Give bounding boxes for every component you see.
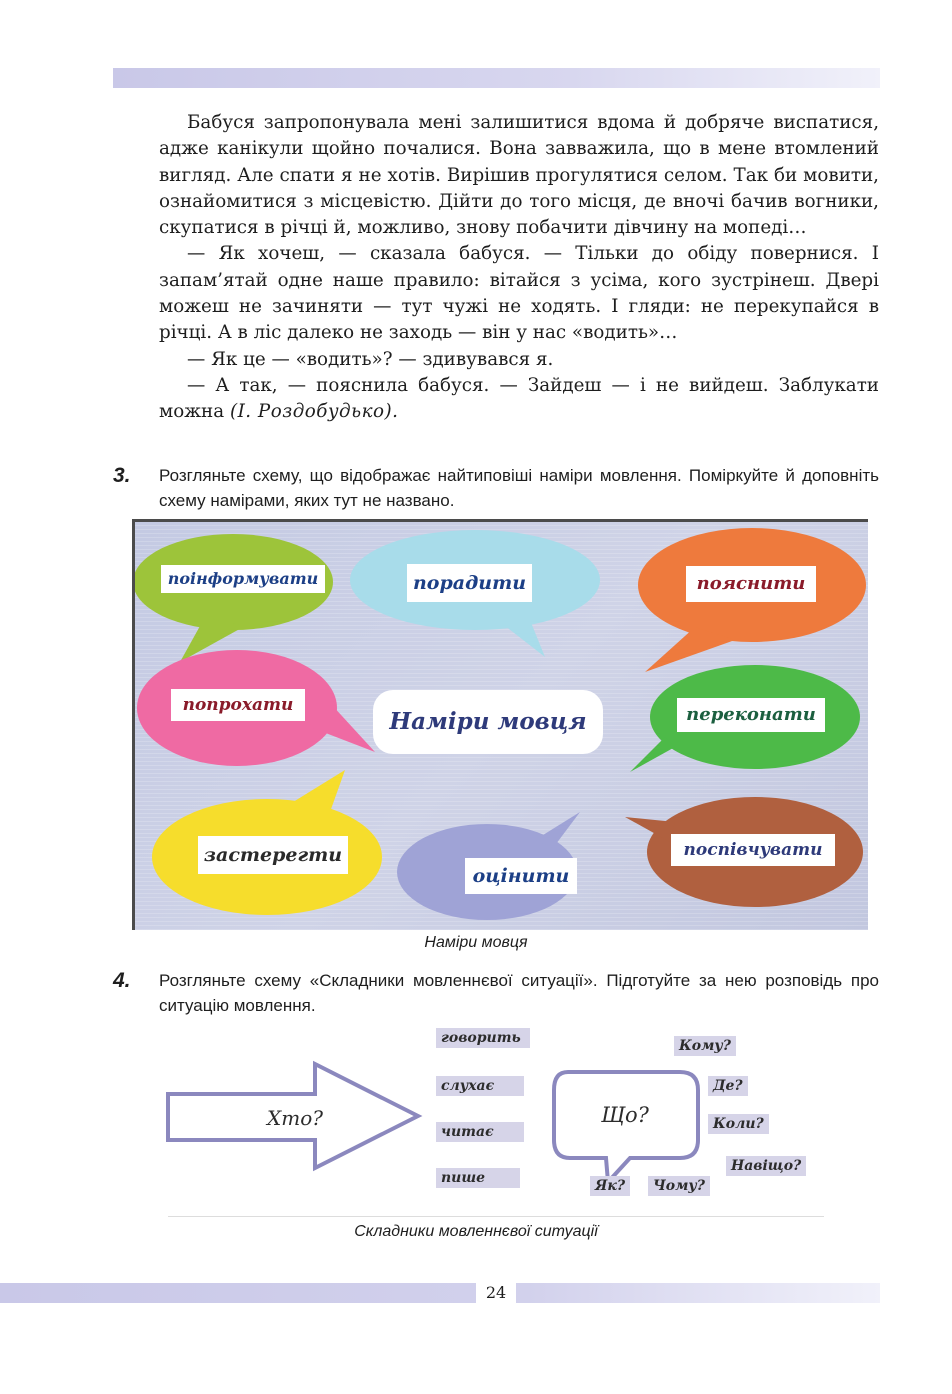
diagram2-caption: Складники мовленнєвої ситуації (354, 1223, 598, 1240)
what-label: Що? (601, 1103, 649, 1127)
center-title: Наміри мовця (389, 708, 587, 735)
task-text: Розгляньте схему, що відображає найтиповіші наміри мовлення. Поміркуйте й доповніть схему намірами, яких тут не названо. (159, 466, 879, 510)
story-paragraph: — Як це — «водить»? — здивувався я. (187, 348, 554, 370)
question-what-for: Навіщо? (726, 1156, 806, 1176)
story-paragraph: — Як хочеш, — сказала бабуся. — Тільки до обіду повернися. І запам’ятай одне наше правило: вітайся з усіма, кого зустрінеш. Двері можеш не зачиняти — тут чужі не ходять. І гляди: не перекупайся в річці. А в ліс далеко не заходь — він у нас «водить»… (159, 243, 879, 344)
speech-situation-diagram (160, 1020, 820, 1210)
story-last-line: — А так, — пояснила бабуся. — Зайдеш — і не вийдеш. Заблукати можна (159, 374, 879, 423)
diagram1-caption: Наміри мовця (424, 934, 528, 951)
task-3 (113, 463, 879, 513)
question-to-whom: Кому? (674, 1036, 736, 1056)
story-author: (І. Роздобудько). (229, 401, 399, 423)
task-4 (113, 968, 879, 1018)
who-label: Хто? (267, 1106, 323, 1130)
page-number: 24 (476, 1281, 516, 1305)
separator-line (168, 1216, 824, 1217)
bubble-label-advise: порадити (407, 564, 532, 602)
story-text (159, 110, 879, 426)
bubble-label-evaluate: оцінити (465, 858, 577, 894)
action-reads: читає (436, 1122, 524, 1142)
bubble-label-inform: поінформувати (161, 565, 325, 593)
bubble-label-explain: пояснити (686, 566, 816, 602)
question-when: Коли? (708, 1114, 769, 1134)
action-listens: слухає (436, 1076, 524, 1096)
question-where: Де? (708, 1076, 748, 1096)
bubble-label-request: попрохати (171, 689, 305, 721)
story-paragraph: Бабуся запропонувала мені залишитися вдома й добряче виспатися, адже канікули щойно почалися. Вона завважила, що в мене втомлений вигляд. Але спати я не хотів. Вирішив прогулятися селом. Так би мовити, ознайомитися з місцевістю. Дійти до того місця, де вночі бачив вогники, скупатися в річці й, можливо, знову побачити дівчину на мопеді… (159, 112, 879, 239)
bottom-decorative-bar (0, 1283, 880, 1303)
action-writes: пише (436, 1168, 520, 1188)
question-why: Чому? (648, 1176, 710, 1196)
task-number: 3. (113, 464, 131, 487)
bubble-label-warn: застерегти (198, 836, 348, 874)
top-decorative-bar (113, 68, 880, 88)
action-speaks: говорить (436, 1028, 530, 1048)
task-text: Розгляньте схему «Складники мовленнєвої ситуації». Підготуйте за нею розповідь про ситуацію мовлення. (159, 971, 879, 1015)
bubble-label-persuade: переконати (677, 698, 825, 732)
bubble-label-sympathize: поспівчувати (671, 834, 835, 866)
task-number: 4. (113, 969, 131, 992)
bubble-inform (135, 534, 333, 662)
story-paragraph (159, 373, 879, 426)
question-how: Як? (590, 1176, 630, 1196)
speaker-intentions-diagram (132, 519, 868, 930)
